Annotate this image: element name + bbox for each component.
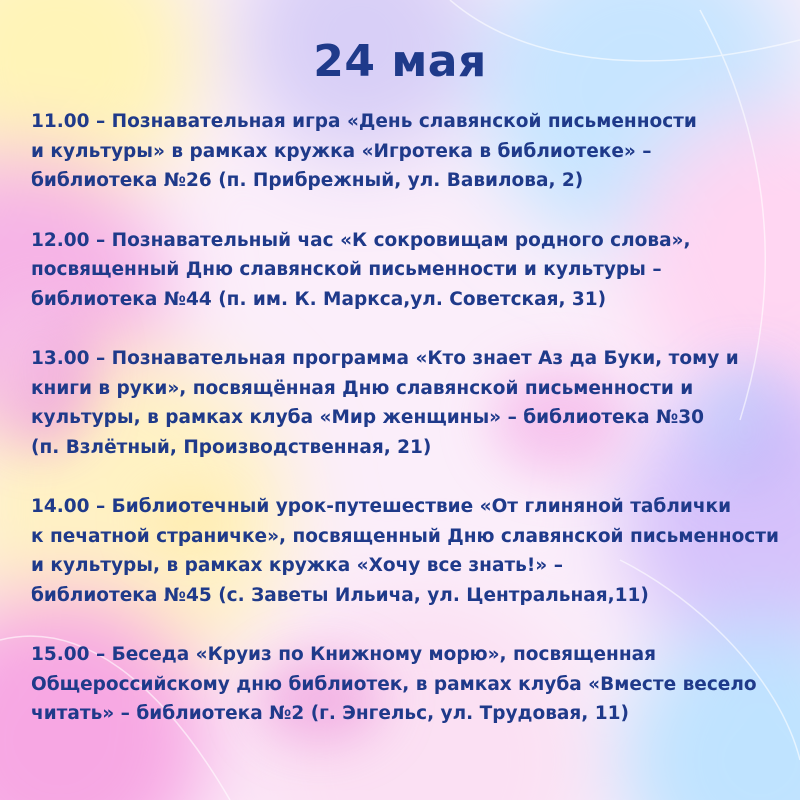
event-line: и культуры» в рамках кружка «Игротека в библиотеке» –: [31, 140, 652, 162]
event-item: [31, 640, 781, 729]
event-line: и культуры, в рамках кружка «Хочу все знать!» –: [31, 555, 563, 576]
event-item: [31, 107, 781, 196]
event-item: [31, 344, 781, 462]
event-line: (п. Взлётный, Производственная, 21): [31, 436, 432, 458]
event-line: 13.00 – Познавательная программа «Кто знает Аз да Буки, тому и: [31, 348, 739, 369]
event-line: 15.00 – Беседа «Круиз по Книжному морю», посвященная: [31, 644, 656, 665]
event-line: Общероссийскому дню библиотек, в рамках клуба «Вместе весело: [31, 673, 757, 695]
event-line: культуры, в рамках клуба «Мир женщины» – библиотека №30: [31, 407, 705, 428]
event-line: библиотека №45 (с. Заветы Ильича, ул. Центральная,11): [31, 584, 649, 606]
event-list: [31, 107, 781, 759]
event-line: 12.00 – Познавательный час «К сокровищам родного слова»,: [31, 229, 691, 251]
event-line: библиотека №44 (п. им. К. Маркса,ул. Советская, 31): [31, 288, 607, 310]
event-item: [31, 492, 781, 610]
event-line: книги в руки», посвящённая Дню славянской письменности и: [31, 377, 694, 399]
page-title: 24 мая: [313, 36, 487, 87]
event-line: посвященный Дню славянской письменности и культуры –: [31, 259, 662, 280]
event-line: 14.00 – Библиотечный урок-путешествие «От глиняной таблички: [31, 496, 732, 517]
event-line: 11.00 – Познавательная игра «День славянской письменности: [31, 111, 697, 132]
event-item: [31, 226, 781, 315]
event-line: к печатной страничке», посвященный Дню славянской письменности: [31, 525, 779, 547]
event-line: читать» – библиотека №2 (г. Энгельс, ул. Трудовая, 11): [31, 703, 629, 724]
event-line: библиотека №26 (п. Прибрежный, ул. Вавилова, 2): [31, 170, 584, 191]
